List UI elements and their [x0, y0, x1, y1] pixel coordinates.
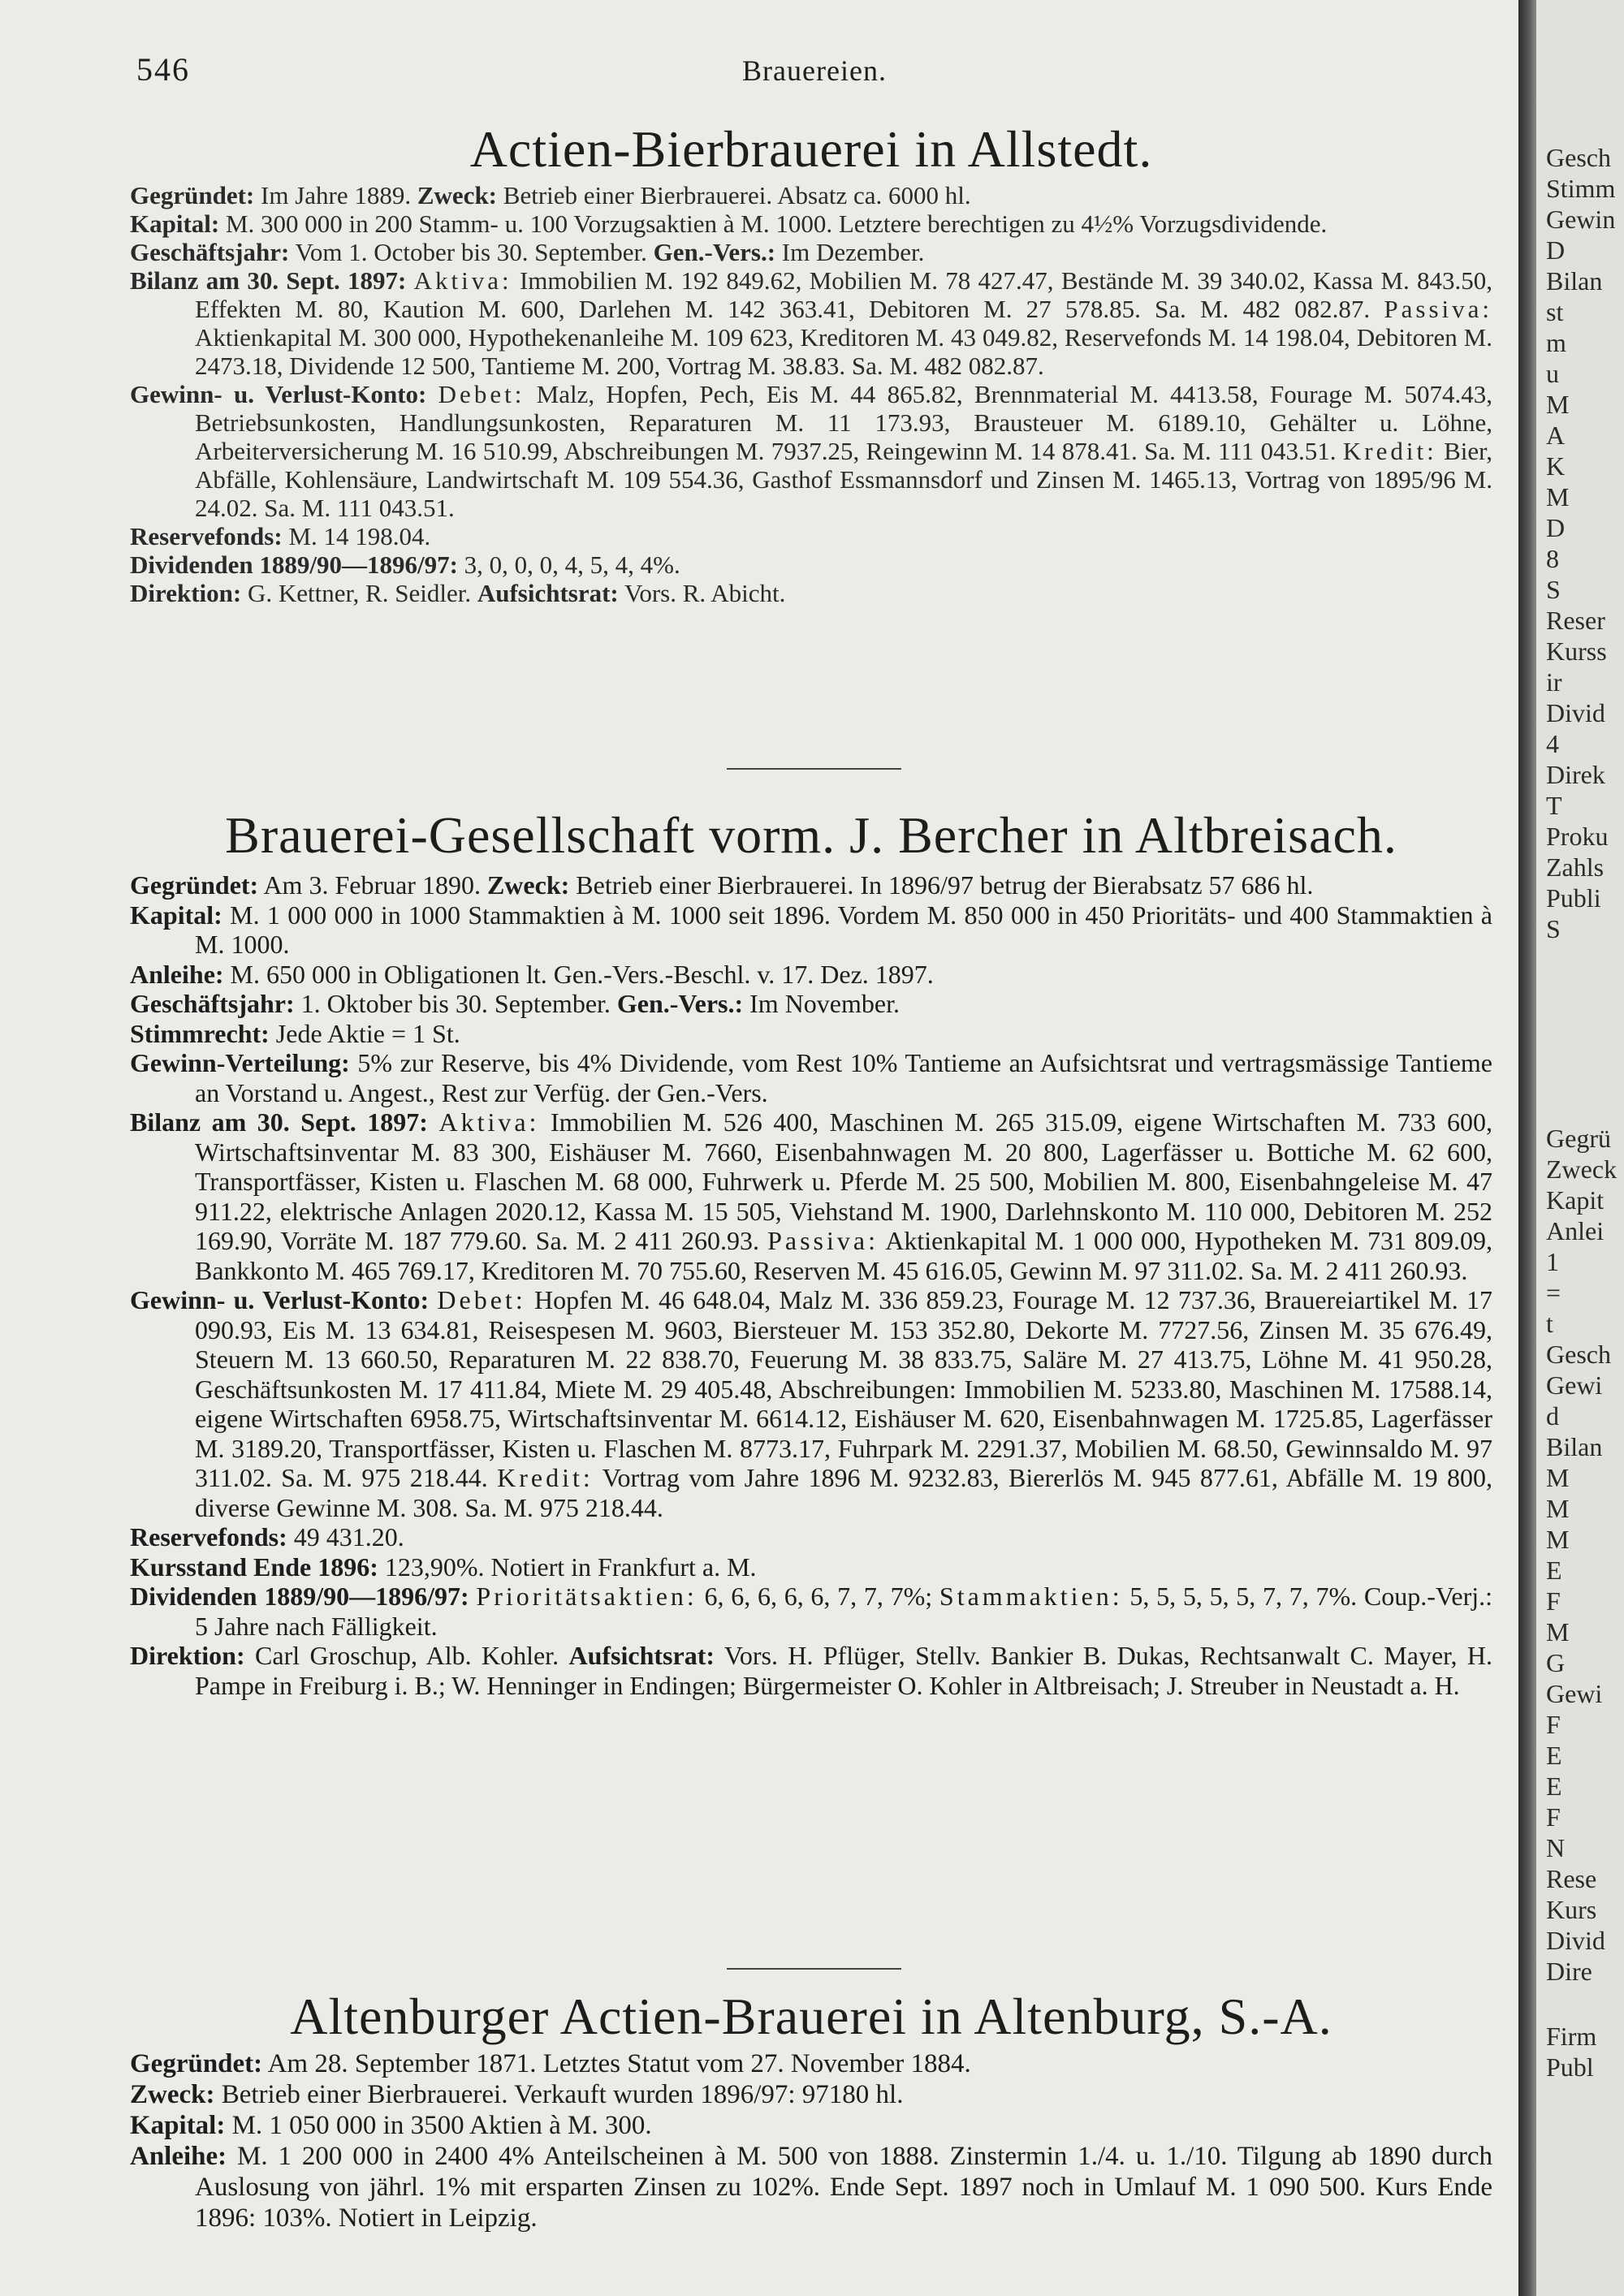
profit-distribution-line: Gewinn-Verteilung: 5% zur Reserve, bis 4% Dividende, vom Rest 10% Tantieme an Aufsichtsrat und vertragsmässige Tantieme an Vorstand u. Angest., Rest zur Verfüg. der Gen.-Vers.: [130, 1048, 1493, 1107]
running-head: [136, 50, 1492, 99]
adjacent-fragment: ir: [1546, 667, 1562, 697]
adjacent-fragment: F: [1546, 1802, 1561, 1832]
adjacent-fragment: st: [1546, 297, 1564, 326]
reserve-fund-line: Reservefonds: 49 431.20.: [130, 1522, 404, 1552]
company-title: Actien-Bierbrauerei in Allstedt.: [469, 120, 1153, 178]
adjacent-fragment: M: [1546, 1525, 1570, 1554]
adjacent-fragment: F: [1546, 1586, 1561, 1616]
adjacent-fragment: Kapit: [1546, 1185, 1605, 1215]
adjacent-fragment: Direk: [1546, 760, 1605, 789]
section-divider: [727, 1968, 901, 1970]
adjacent-fragment: F: [1546, 1710, 1561, 1739]
adjacent-fragment: M: [1546, 482, 1570, 511]
section-divider: [727, 768, 901, 770]
adjacent-fragment: M: [1546, 1617, 1570, 1646]
adjacent-fragment: E: [1546, 1741, 1562, 1770]
adjacent-fragment: N: [1546, 1833, 1566, 1862]
adjacent-fragment: M: [1546, 1494, 1570, 1523]
founded-line: Gegründet: Am 3. Februar 1890. Zweck: Betrieb einer Bierbrauerei. In 1896/97 betrug der Bierabsatz 57 686 hl.: [130, 870, 1314, 900]
company-title: Brauerei-Gesellschaft vorm. J. Bercher in Altbreisach.: [225, 806, 1397, 864]
adjacent-fragment: Gesch: [1546, 143, 1611, 172]
adjacent-fragment: Firm: [1546, 2022, 1597, 2051]
adjacent-fragment: 4: [1546, 729, 1559, 758]
adjacent-fragment: E: [1546, 1556, 1562, 1585]
dividends-line: Dividenden 1889/90—1896/97: Prioritätsaktien: 6, 6, 6, 6, 6, 7, 7, 7%; Stammaktien: 5, 5, 5, 5, 5, 7, 7, 7%. Coup.-Verj.: 5 Jahre nach Fälligkeit.: [130, 1582, 1493, 1641]
company-entry-allstedt: [130, 122, 1492, 607]
adjacent-fragment: Stimm: [1546, 174, 1616, 203]
directors-line: Direktion: G. Kettner, R. Seidler. Aufsichtsrat: Vors. R. Abicht.: [130, 579, 786, 608]
loan-line: Anleihe: M. 650 000 in Obligationen lt. Gen.-Vers.-Beschl. v. 17. Dez. 1897.: [130, 959, 934, 989]
page-number: 546: [136, 51, 190, 88]
adjacent-fragment: Bilan: [1546, 266, 1603, 296]
adjacent-fragment: Reser: [1546, 606, 1605, 635]
balance-sheet: Bilanz am 30. Sept. 1897: Aktiva: Immobilien M. 192 849.62, Mobilien M. 78 427.47, Bestände M. 39 340.02, Kassa M. 843.50, Effekten M. 80, Kaution M. 600, Darlehen M. 142 363.41, Debitoren M. 27 578.85. Sa. M. 482 082.87. Passiva: Aktienkapital M. 300 000, Hypothekenanleihe M. 109 623, Kreditoren M. 43 049.82, Reservefonds M. 14 198.04, Debitoren M. 2473.18, Dividende 12 500, Tantieme M. 200, Vortrag M. 38.83. Sa. M. 482 082.87.: [130, 266, 1493, 381]
voting-rights-line: Stimmrecht: Jede Aktie = 1 St.: [130, 1018, 460, 1048]
dividends-line: Dividenden 1889/90—1896/97: 3, 0, 0, 0, 4, 5, 4, 4%.: [130, 550, 680, 580]
adjacent-fragment: E: [1546, 1772, 1562, 1801]
profit-loss-account: Gewinn- u. Verlust-Konto: Debet: Malz, Hopfen, Pech, Eis M. 44 865.82, Brennmaterial M. 4413.58, Fourage M. 5074.43, Betriebsunkosten, Handlungsunkosten, Reparaturen M. 11 173.93, Brausteuer M. 6189.10, Gehälter u. Löhne, Arbeiterversicherung M. 16 510.99, Abschreibungen M. 7937.25, Reingewinn M. 14 878.41. Sa. M. 111 043.51. Kredit: Bier, Abfälle, Kohlensäure, Landwirtschaft M. 109 554.36, Gasthof Essmannsdorf und Zinsen M. 1465.13, Vortrag von 1895/96 M. 24.02. Sa. M. 111 043.51.: [130, 380, 1492, 523]
adjacent-fragment: Publ: [1546, 2052, 1594, 2082]
adjacent-fragment: Anlei: [1546, 1216, 1605, 1245]
adjacent-fragment: m: [1546, 328, 1566, 357]
profit-loss-account: Gewinn- u. Verlust-Konto: Debet: Hopfen M. 46 648.04, Malz M. 336 859.23, Fourage M. 12 737.36, Brauereiartikel M. 17 090.93, Eis M. 13 634.81, Reisespesen M. 9603, Biersteuer M. 153 352.80, Dekorte M. 7727.56, Zinsen M. 35 676.49, Steuern M. 13 660.50, Reparaturen M. 22 838.70, Feuerung M. 38 833.75, Saläre M. 27 413.75, Löhne M. 41 950.28, Geschäftsunkosten M. 17 411.84, Miete M. 29 405.48, Abschreibungen: Immobilien M. 5233.80, Maschinen M. 17588.14, eigene Wirtschaften 6958.75, Wirtschaftsinventar M. 6614.12, Eishäuser M. 620, Eisenbahnwagen M. 1725.85, Lagerfässer M. 3189.20, Transportfässer, Kisten u. Flaschen M. 8773.17, Fuhrpark M. 2291.37, Mobilien M. 68.50, Gewinnsaldo M. 97 311.02. Sa. M. 975 218.44. Kredit: Vortrag vom Jahre 1896 M. 9232.83, Biererlös M. 945 877.61, Abfälle M. 19 800, diverse Gewinne M. 308. Sa. M. 975 218.44.: [130, 1285, 1493, 1522]
adjacent-fragment: K: [1546, 451, 1566, 481]
fiscal-year-line: Geschäftsjahr: Vom 1. October bis 30. September. Gen.-Vers.: Im Dezember.: [130, 238, 925, 267]
adjacent-fragment: T: [1546, 791, 1562, 820]
adjacent-fragment: M: [1546, 390, 1570, 419]
capital-line: Kapital: M. 300 000 in 200 Stamm- u. 100 Vorzugsaktien à M. 1000. Letztere berechtigen zu 4½% Vorzugsdividende.: [130, 209, 1328, 239]
adjacent-fragment: Gegrü: [1546, 1124, 1611, 1153]
adjacent-fragment: d: [1546, 1401, 1559, 1431]
adjacent-fragment: M: [1546, 1463, 1570, 1492]
company-entry-altenburg: [130, 1989, 1492, 2233]
directors-line: Direktion: Carl Groschup, Alb. Kohler. Aufsichtsrat: Vors. H. Pflüger, Stellv. Bankier B. Dukas, Rechtsanwalt C. Mayer, H. Pampe in Freiburg i. B.; W. Henninger in Endingen; Bürgermeister O. Kohler in Altbreisach; J. Streuber in Neustadt a. H.: [130, 1641, 1493, 1700]
adjacent-page-margin: [1536, 0, 1624, 2296]
company-title: Altenburger Actien-Brauerei in Altenburg, S.-A.: [290, 1987, 1332, 2045]
adjacent-fragment: S: [1546, 914, 1561, 943]
adjacent-fragment: Divid: [1546, 698, 1605, 727]
adjacent-fragment: Gewin: [1546, 205, 1616, 234]
adjacent-fragment: Publi: [1546, 883, 1601, 913]
adjacent-fragment: Dire: [1546, 1957, 1592, 1986]
adjacent-fragment: D: [1546, 513, 1566, 542]
loan-line: Anleihe: M. 1 200 000 in 2400 4% Anteilscheinen à M. 500 von 1888. Zinstermin 1./4. u. 1./10. Tilgung ab 1890 durch Auslosung von jährl. 1% mit ersparten Zinsen zu 102%. Ende Sept. 1897 noch in Umlauf M. 1 090 500. Kurs Ende 1896: 103%. Notiert in Leipzig.: [130, 2142, 1492, 2233]
adjacent-fragment: Divid: [1546, 1926, 1605, 1955]
adjacent-fragment: =: [1546, 1278, 1561, 1307]
reserve-fund-line: Reservefonds: M. 14 198.04.: [130, 522, 431, 551]
adjacent-fragment: Gewi: [1546, 1370, 1603, 1400]
company-entry-altbreisach: [130, 808, 1492, 1700]
fiscal-year-line: Geschäftsjahr: 1. Oktober bis 30. September. Gen.-Vers.: Im November.: [130, 989, 900, 1019]
purpose-line: Zweck: Betrieb einer Bierbrauerei. Verkauft wurden 1896/97: 97180 hl.: [130, 2080, 904, 2110]
adjacent-fragment: Kurss: [1546, 637, 1607, 666]
adjacent-fragment: D: [1546, 235, 1566, 265]
book-spine-shadow: [1518, 0, 1536, 2296]
adjacent-fragment: Zahls: [1546, 852, 1605, 882]
adjacent-fragment: Proku: [1546, 822, 1609, 851]
adjacent-fragment: t: [1546, 1309, 1553, 1338]
adjacent-fragment: 1: [1546, 1247, 1559, 1276]
capital-line: Kapital: M. 1 050 000 in 3500 Aktien à M. 300.: [130, 2111, 652, 2141]
share-price-line: Kursstand Ende 1896: 123,90%. Notiert in Frankfurt a. M.: [130, 1552, 757, 1582]
section-title: Brauereien.: [742, 54, 887, 87]
adjacent-fragment: Bilan: [1546, 1432, 1603, 1461]
adjacent-fragment: Gesch: [1546, 1340, 1611, 1369]
adjacent-fragment: Rese: [1546, 1864, 1597, 1893]
adjacent-fragment: Zweck: [1546, 1154, 1618, 1184]
adjacent-fragment: Kurs: [1546, 1895, 1597, 1924]
adjacent-fragment: 8: [1546, 544, 1559, 573]
founded-line: Gegründet: Im Jahre 1889. Zweck: Betrieb einer Bierbrauerei. Absatz ca. 6000 hl.: [130, 181, 971, 210]
adjacent-fragment: S: [1546, 575, 1561, 604]
adjacent-fragment: Gewi: [1546, 1679, 1603, 1708]
capital-line: Kapital: M. 1 000 000 in 1000 Stammaktien à M. 1000 seit 1896. Vordem M. 850 000 in 450 Prioritäts- und 400 Stammaktien à M. 1000.: [130, 900, 1493, 960]
adjacent-fragment: A: [1546, 421, 1566, 450]
adjacent-fragment: G: [1546, 1648, 1566, 1677]
balance-sheet: Bilanz am 30. Sept. 1897: Aktiva: Immobilien M. 526 400, Maschinen M. 265 315.09, eigene Wirtschaften M. 733 600, Wirtschaftsinventar M. 83 300, Eishäuser M. 7660, Eisenbahnwagen M. 20 800, Lagerfässer u. Bottiche M. 62 600, Transportfässer, Kisten u. Flaschen M. 68 000, Fuhrwerk u. Pferde M. 25 500, Mobilien M. 800, Eisenbahngeleise M. 47 911.22, elektrische Anlagen 2020.12, Kassa M. 15 505, Viehstand M. 1900, Darlehnskonto M. 110 000, Debitoren M. 252 169.90, Vorräte M. 187 779.60. Sa. M. 2 411 260.93. Passiva: Aktienkapital M. 1 000 000, Hypotheken M. 731 809.09, Bankkonto M. 465 769.17, Kreditoren M. 70 755.60, Reserven M. 45 616.05, Gewinn M. 97 311.02. Sa. M. 2 411 260.93.: [130, 1107, 1493, 1285]
adjacent-fragment: u: [1546, 359, 1559, 388]
founded-line: Gegründet: Am 28. September 1871. Letztes Statut vom 27. November 1884.: [130, 2049, 971, 2079]
